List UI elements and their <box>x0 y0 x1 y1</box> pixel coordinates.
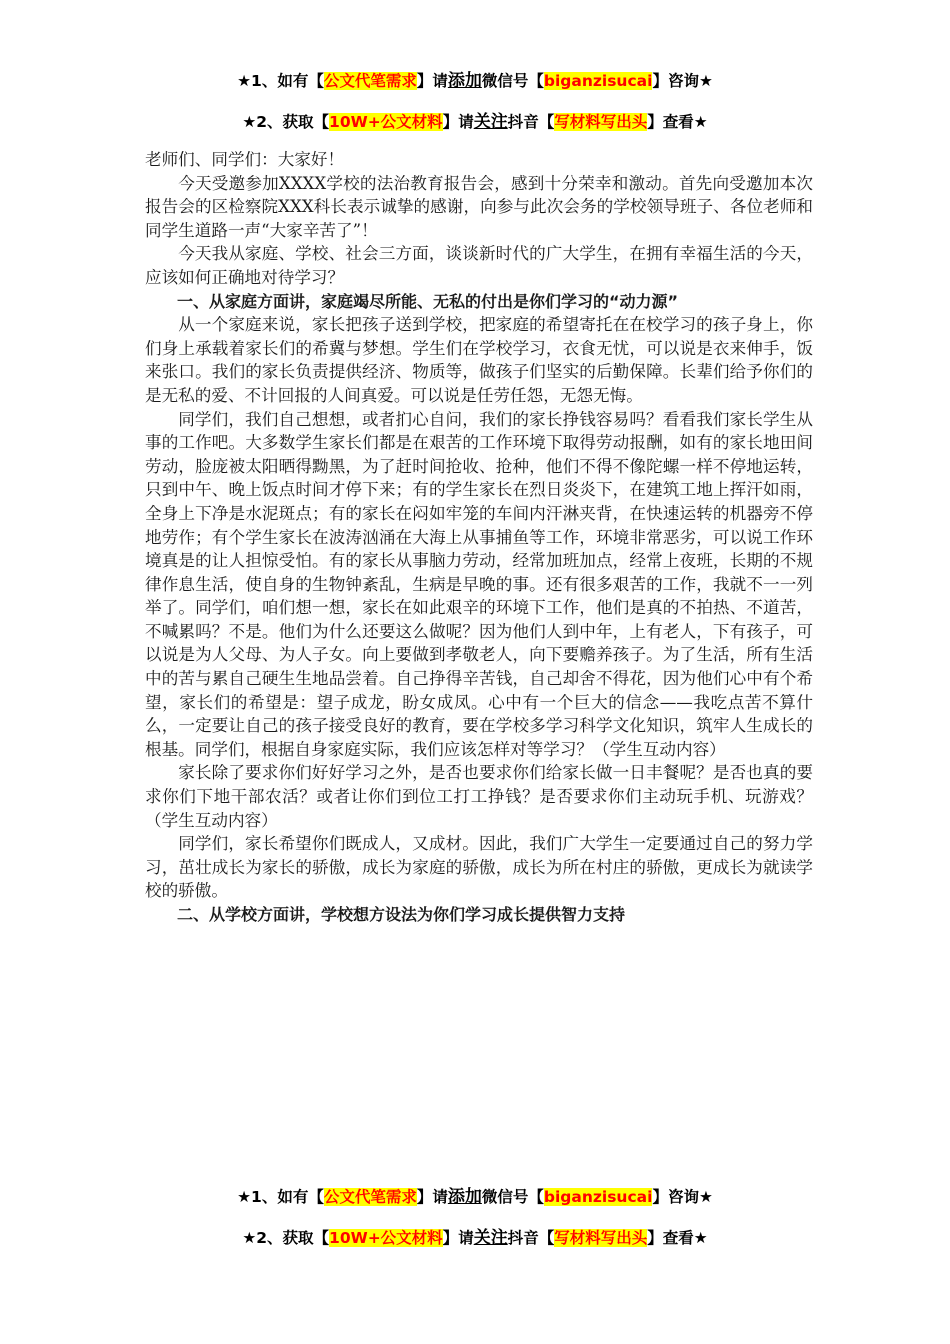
banner-text: ★1、如有【 <box>237 72 324 90</box>
banner-text: 】请 <box>416 72 448 90</box>
banner-text: 抖音【 <box>507 1229 555 1247</box>
banner-highlight: 写材料写出头 <box>554 1229 648 1247</box>
banner-highlight: 公文代笔需求 <box>323 72 417 90</box>
banner-highlight: 10W+公文材料 <box>329 1229 443 1247</box>
banner-highlight: biganzisucai <box>543 1188 653 1206</box>
section-heading: 一、从家庭方面讲，家庭竭尽所能、无私的付出是你们学习的“动力源” <box>177 291 679 311</box>
paragraph: 今天我从家庭、学校、社会三方面，谈谈新时代的广大学生，在拥有幸福生活的今天，应该如何正确地对待学习？ <box>145 244 813 287</box>
paragraph: 同学们，家长希望你们既成人，又成材。因此，我们广大学生一定要通过自己的努力学习，茁壮成长为家长的骄傲，成长为家庭的骄傲，成长为所在村庄的骄傲，更成长为就读学校的骄傲。 <box>145 834 813 901</box>
banner-text: ★2、获取【 <box>242 1229 330 1247</box>
promo-banner-top-1 <box>0 70 950 92</box>
banner-text: 】请 <box>416 1188 448 1206</box>
paragraph: 从一个家庭来说，家长把孩子送到学校，把家庭的希望寄托在在校学习的孩子身上，你们身上承载着家长们的希冀与梦想。学生们在学校学习，衣食无忧，可以说是衣来伸手，饭来张口。我们的家长负责提供经济、物质等，做孩子们坚实的后勤保障。长辈们给予你们的是无私的爱、不计回报的人间真爱。可以说是任劳任怨，无怨无悔。 <box>145 315 813 405</box>
banner-text: 】查看★ <box>647 1229 708 1247</box>
banner-underlined: 关注 <box>473 112 508 132</box>
section-heading: 二、从学校方面讲，学校想方设法为你们学习成长提供智力支持 <box>177 905 626 924</box>
banner-text: 抖音【 <box>507 113 555 131</box>
greeting: 老师们、同学们：大家好！ <box>145 150 345 169</box>
banner-text: ★1、如有【 <box>237 1188 324 1206</box>
banner-text: 微信号【 <box>481 1188 544 1206</box>
banner-text: 】请 <box>442 1229 474 1247</box>
banner-text: 】咨询★ <box>652 1188 713 1206</box>
promo-banner-top-2 <box>0 111 950 133</box>
document-body <box>145 148 813 927</box>
paragraph: 家长除了要求你们好好学习之外，是否也要求你们给家长做一日丰餐呢？是否也真的要求你们下地干部农活？或者让你们到位工打工挣钱？是否要求你们主动玩手机、玩游戏？（学生互动内容） <box>145 763 813 830</box>
banner-highlight: 写材料写出头 <box>554 113 648 131</box>
banner-text: 】咨询★ <box>652 72 713 90</box>
paragraph: 今天受邀参加XXXX学校的法治教育报告会，感到十分荣幸和激动。首先向受邀加本次报告会的区检察院XXX科长表示诚挚的感谢，向参与此次会务的学校领导班子、各位老师和同学生道路一声“大家辛苦了”！ <box>145 173 813 240</box>
banner-text: ★2、获取【 <box>242 113 330 131</box>
banner-underlined: 添加 <box>447 1187 482 1207</box>
promo-banner-bottom-1 <box>0 1186 950 1208</box>
banner-text: 微信号【 <box>481 72 544 90</box>
banner-text: 】查看★ <box>647 113 708 131</box>
banner-text: 】请 <box>442 113 474 131</box>
banner-underlined: 关注 <box>473 1228 508 1248</box>
banner-highlight: 10W+公文材料 <box>329 113 443 131</box>
paragraph: 同学们，我们自己想想，或者扪心自问，我们的家长挣钱容易吗？看看我们家长学生从事的工作吧。大多数学生家长们都是在艰苦的工作环境下取得劳动报酬，如有的家长地田间劳动，脸庞被太阳晒得黝黑，为了赶时间抢收、抢种，他们不得不像陀螺一样不停地运转，只到中午、晚上饭点时间才停下来；有的学生家长在烈日炎炎下，在建筑工地上挥汗如雨，全身上下净是水泥斑点；有的家长在闷如牢笼的车间内汗淋夹背，在快速运转的机器旁不停地劳作；有个学生家长在波涛汹涌在大海上从事捕鱼等工作，环境非常恶劣，可以说工作环境真是的让人担惊受怕。有的家长从事脑力劳动，经常加班加点，经常上夜班，长期的不规律作息生活，使自身的生物钟紊乱，生病是早晚的事。还有很多艰苦的工作，我就不一一列举了。同学们，咱们想一想，家长在如此艰辛的环境下工作，他们是真的不拍热、不道苦，不喊累吗？不是。他们为什么还要这么做呢？因为他们人到中年，上有老人，下有孩子，可以说是为人父母、为人子女。向上要做到孝敬老人，向下要赡养孩子。为了生活，所有生活中的苦与累自己硬生生地品尝着。自己挣得辛苦钱，自己却舍不得花，因为他们心中有个希望，家长们的希望是：望子成龙，盼女成凤。心中有一个巨大的信念——我吃点苦不算什么，一定要让自己的孩子接受良好的教育，要在学校多学习科学文化知识，筑牢人生成长的根基。同学们，根据自身家庭实际，我们应该怎样对等学习？（学生互动内容） <box>145 409 813 759</box>
banner-highlight: 公文代笔需求 <box>323 1188 417 1206</box>
promo-banner-bottom-2 <box>0 1227 950 1249</box>
banner-underlined: 添加 <box>447 71 482 91</box>
banner-highlight: biganzisucai <box>543 72 653 90</box>
